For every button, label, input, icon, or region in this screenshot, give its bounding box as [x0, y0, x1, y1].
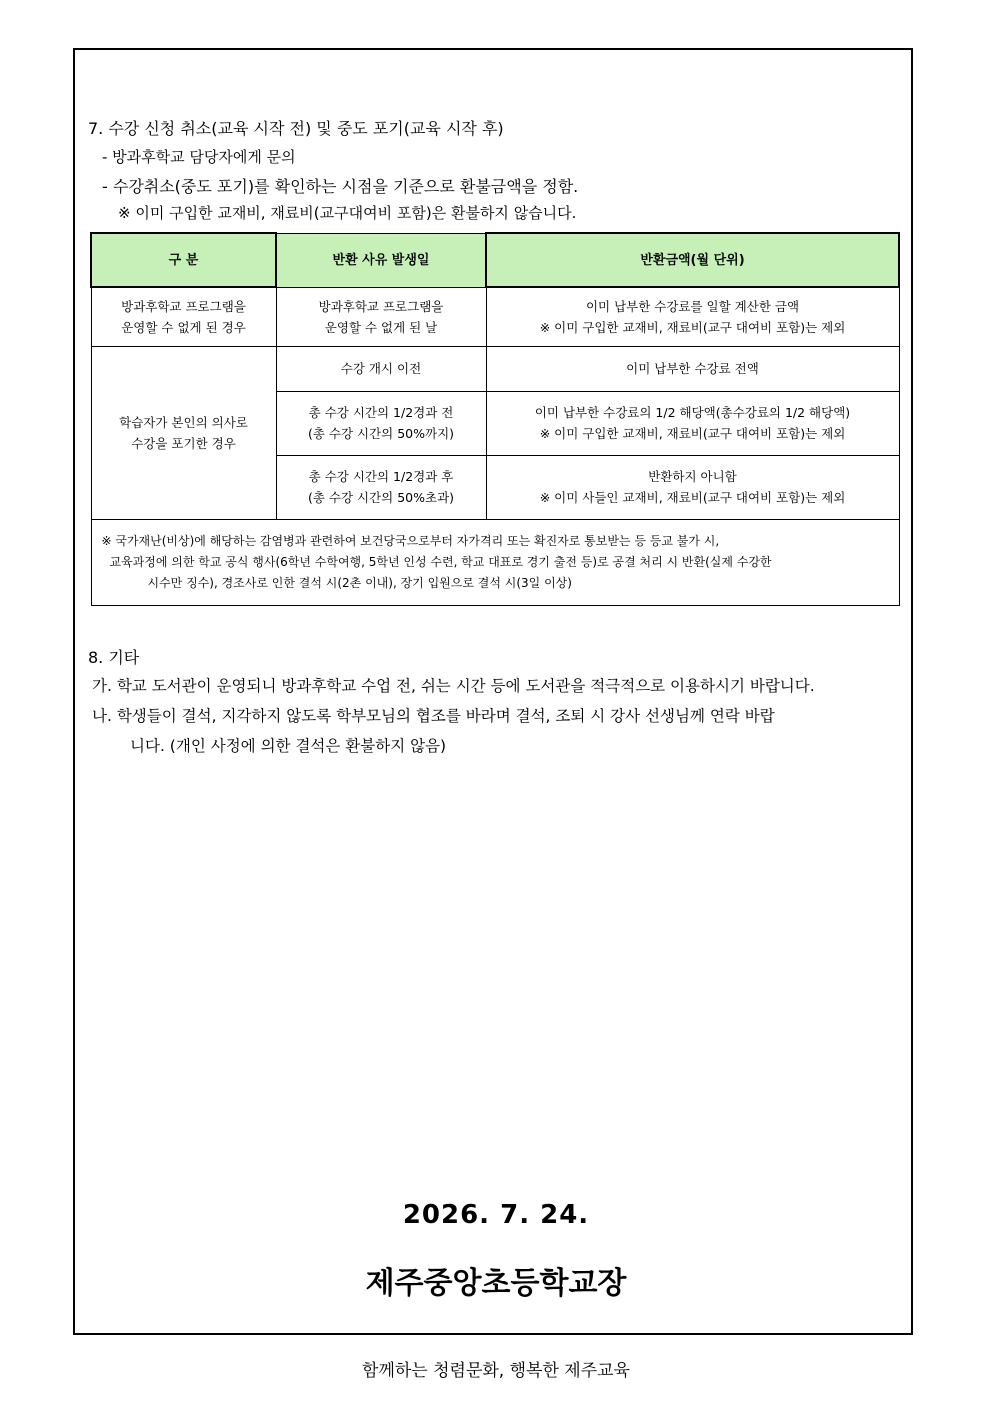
- row3-amount-line: 이미 납부한 수강료의 1/2 해당액(총수강료의 1/2 해당액): [534, 405, 851, 420]
- row4-amount-line: ※ 이미 사들인 교재비, 재료비(교구 대여비 포함)는 제외: [539, 490, 846, 505]
- table-row: [91, 346, 899, 391]
- footer-slogan: 함께하는 청렴문화, 행복한 제주교육: [362, 1361, 630, 1381]
- table-note: [91, 519, 899, 605]
- section-7-line-refund-basis: - 수강취소(중도 포기)를 확인하는 시점을 기준으로 환불금액을 정함.: [102, 177, 579, 196]
- table-header-row: [91, 233, 899, 287]
- table-note-row: [91, 519, 899, 605]
- section-7-line-contact: - 방과후학교 담당자에게 문의: [102, 148, 296, 166]
- row1-occurrence-line: 운영할 수 없게 된 날: [324, 319, 438, 335]
- section-8-item-a: 가. 학교 도서관이 운영되니 방과후학교 수업 전, 쉬는 시간 등에 도서관을 적극적으로 이용하시기 바랍니다.: [92, 677, 815, 695]
- section-8-item-b-continued: 니다. (개인 사정에 의한 결석은 환불하지 않음): [130, 737, 447, 755]
- group2-category-line: 수강을 포기한 경우: [131, 435, 236, 451]
- row1-amount-line: ※ 이미 구입한 교재비, 재료비(교구 대여비 포함)는 제외: [539, 319, 846, 335]
- school-principal-signature: 제주중앙초등학교장: [365, 1266, 627, 1301]
- header-amount: 반환금액(월 단위): [486, 233, 899, 287]
- row1-category-line: 운영할 수 없게 된 경우: [121, 319, 246, 335]
- section-7-line-materials-note: ※ 이미 구입한 교재비, 재료비(교구대여비 포함)은 환불하지 않습니다.: [118, 204, 577, 222]
- row4-occurrence: [276, 455, 486, 519]
- row4-occurrence-line: (총 수강 시간의 50%초과): [307, 490, 455, 505]
- section-7-heading: 7. 수강 신청 취소(교육 시작 전) 및 중도 포기(교육 시작 후): [88, 119, 504, 138]
- group2-category: [91, 346, 276, 519]
- row3-amount-line: ※ 이미 구입한 교재비, 재료비(교구 대여비 포함)는 제외: [539, 426, 846, 441]
- row4-amount-line: 반환하지 아니함: [648, 469, 737, 484]
- table-row: [91, 287, 899, 346]
- row2-occurrence: 수강 개시 이전: [276, 346, 486, 391]
- row1-occurrence: [276, 287, 486, 346]
- row4-amount: [486, 455, 899, 519]
- row3-occurrence-line: 총 수강 시간의 1/2경과 전: [308, 405, 454, 420]
- row1-category: [91, 287, 276, 346]
- row4-occurrence-line: 총 수강 시간의 1/2경과 후: [308, 469, 454, 484]
- group2-category-line: 학습자가 본인의 의사로: [119, 414, 248, 430]
- row2-amount: 이미 납부한 수강료 전액: [486, 346, 899, 391]
- header-category: 구 분: [91, 233, 276, 287]
- refund-table: [90, 232, 900, 606]
- note-line: 시수만 징수), 경조사로 인한 결석 시(2촌 이내), 장기 입원으로 결석 시(3일 이상): [147, 575, 572, 590]
- header-occurrence: 반환 사유 발생일: [276, 233, 486, 287]
- document-date: 2026. 7. 24.: [402, 1200, 590, 1230]
- row1-amount: [486, 287, 899, 346]
- note-line: 교육과정에 의한 학교 공식 행사(6학년 수학여행, 5학년 인성 수련, 학교 대표로 경기 출전 등)로 공결 처리 시 반환(실제 수강한: [109, 554, 772, 569]
- row1-amount-line: 이미 납부한 수강료를 일할 계산한 금액: [585, 298, 800, 314]
- row3-occurrence-line: (총 수강 시간의 50%까지): [307, 426, 455, 441]
- section-8-item-b: 나. 학생들이 결석, 지각하지 않도록 학부모님의 협조를 바라며 결석, 조퇴 시 강사 선생님께 연락 바랍: [92, 707, 775, 725]
- row1-category-line: 방과후학교 프로그램을: [121, 298, 246, 314]
- row1-occurrence-line: 방과후학교 프로그램을: [318, 298, 444, 314]
- section-8-heading: 8. 기타: [88, 648, 140, 667]
- row3-amount: [486, 391, 899, 455]
- note-line: ※ 국가재난(비상)에 해당하는 감염병과 관련하여 보건당국으로부터 자가격리 또는 확진자로 통보받는 등 등교 불가 시,: [101, 533, 720, 548]
- row3-occurrence: [276, 391, 486, 455]
